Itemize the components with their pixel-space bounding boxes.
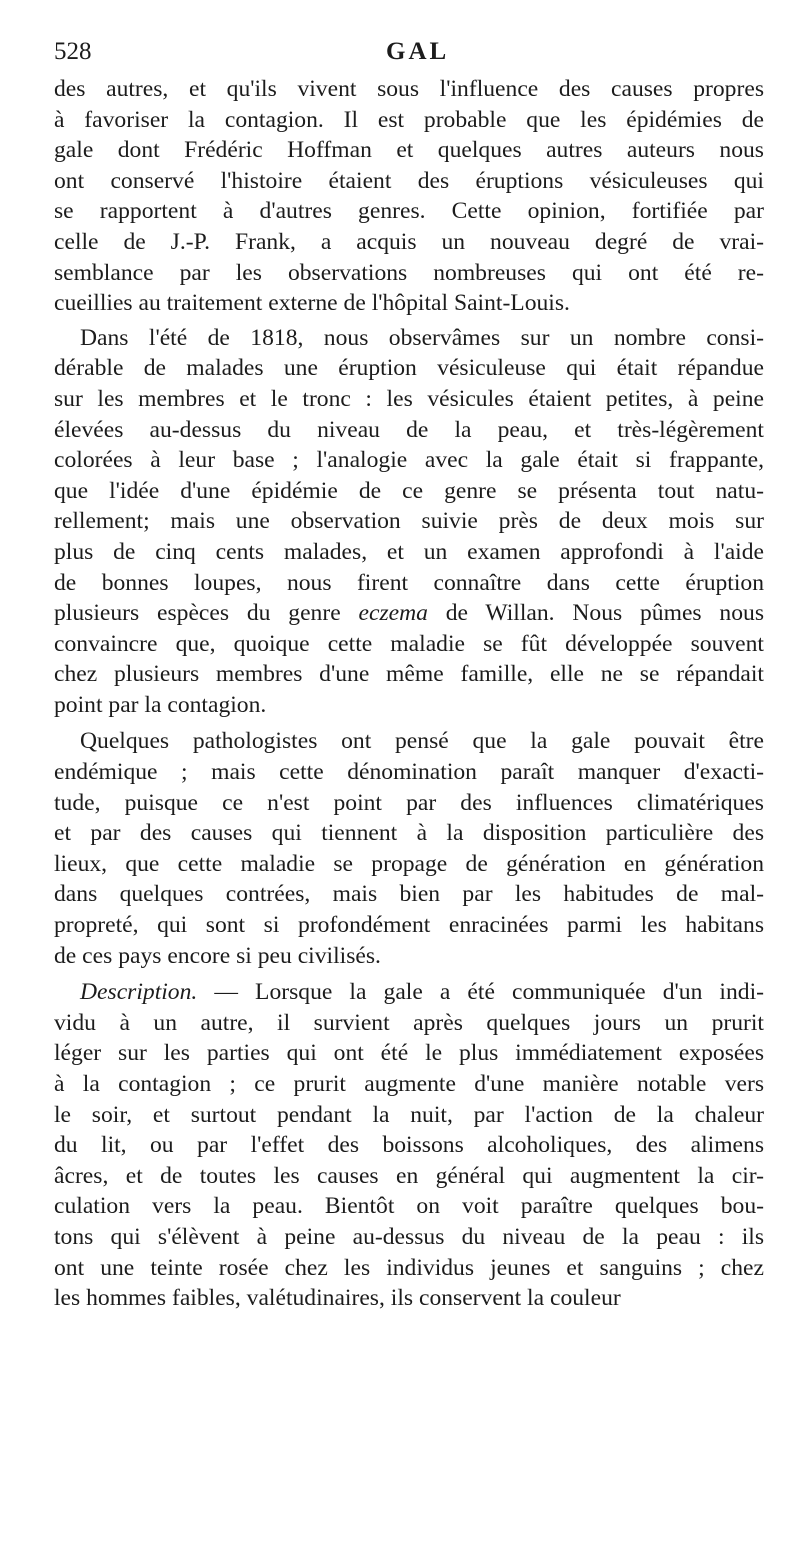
text-line: ont une teinte rosée chez les individus jeunes et sanguins ; chez — [54, 1254, 764, 1281]
text-line: convaincre que, quoique cette maladie se fût développée souvent — [54, 630, 764, 657]
text-line: Dans l'été de 1818, nous observâmes sur un nombre consi- — [80, 324, 764, 351]
text-line: le soir, et surtout pendant la nuit, par l'action de la chaleur — [54, 1101, 764, 1128]
text-line: les hommes faibles, valétudinaires, ils conservent la couleur — [54, 1285, 621, 1312]
text-line: gale dont Frédéric Hoffman et quelques autres auteurs nous — [54, 137, 764, 164]
page-number: 528 — [54, 38, 92, 65]
text-line — [54, 977, 764, 1008]
text-line: dérable de malades une éruption vésiculeuse qui était répandue — [54, 355, 764, 382]
text-line: que l'idée d'une épidémie de ce genre se présenta tout natu- — [54, 477, 764, 504]
body-text — [54, 74, 764, 1314]
text-line: ont conservé l'histoire étaient des éruptions vésiculeuses qui — [54, 167, 764, 194]
text-line: du lit, ou par l'effet des boissons alcoholiques, des alimens — [54, 1132, 764, 1159]
text-line: culation vers la peau. Bientôt on voit paraître quelques bou- — [54, 1193, 764, 1220]
paragraph — [54, 726, 764, 971]
text-line: dans quelques contrées, mais bien par les habitudes de mal- — [54, 881, 764, 908]
text-line: vidu à un autre, il survient après quelques jours un prurit — [54, 1009, 764, 1036]
text-line: plus de cinq cents malades, et un examen approfondi à l'aide — [54, 538, 764, 565]
text-line: endémique ; mais cette dénomination paraît manquer d'exacti- — [54, 759, 764, 786]
text-line: à favoriser la contagion. Il est probable que les épidémies de — [54, 106, 764, 133]
text-line: colorées à leur base ; l'analogie avec la gale était si frappante, — [54, 447, 764, 474]
text-line: à la contagion ; ce prurit augmente d'une manière notable vers — [54, 1071, 764, 1097]
text-line: léger sur les parties qui ont été le plus immédiatement exposées — [54, 1040, 764, 1067]
text-line: et par des causes qui tiennent à la disposition particulière des — [54, 820, 764, 847]
text-line: propreté, qui sont si profondément enracinées parmi les habitans — [54, 912, 764, 939]
paragraph — [54, 74, 764, 319]
italic-term: eczema — [358, 600, 428, 627]
running-head — [54, 34, 764, 70]
text-run: plusieurs espèces du genre — [54, 600, 359, 627]
text-line: semblance par les observations nombreuses qui ont été re- — [54, 259, 764, 286]
text-line: rellement; mais une observation suivie près de deux mois sur — [54, 508, 764, 535]
text-line: de bonnes loupes, nous firent connaître dans cette éruption — [54, 569, 764, 596]
text-line: de ces pays encore si peu civilisés. — [54, 942, 381, 969]
text-line: lieux, que cette maladie se propage de génération en génération — [54, 850, 764, 877]
text-line: point par la contagion. — [54, 691, 267, 718]
text-line: âcres, et de toutes les causes en général qui augmentent la cir- — [54, 1162, 764, 1189]
running-title: GAL — [386, 38, 450, 65]
section-heading: Description. — [80, 979, 198, 1006]
text-line: celle de J.-P. Frank, a acquis un nouveau degré de vrai- — [54, 228, 764, 255]
text-line: tude, puisque ce n'est point par des influences climatériques — [54, 789, 764, 816]
text-line: des autres, et qu'ils vivent sous l'influence des causes propres — [54, 76, 764, 102]
text-line: se rapportent à d'autres genres. Cette opinion, fortifiée par — [54, 198, 764, 225]
paragraph — [54, 977, 764, 1314]
paragraph — [54, 323, 764, 721]
text-line: chez plusieurs membres d'une même famille, elle ne se répandait — [54, 661, 764, 688]
text-run: — Lorsque la gale a été communiquée d'un indi- — [197, 979, 764, 1006]
text-line — [54, 598, 764, 629]
text-run: de Willan. Nous pûmes nous — [427, 600, 764, 627]
text-line: sur les membres et le tronc : les vésicules étaient petites, à peine — [54, 385, 764, 412]
text-line: cueillies au traitement externe de l'hôpital Saint-Louis. — [54, 290, 570, 317]
text-line: tons qui s'élèvent à peine au-dessus du niveau de la peau : ils — [54, 1223, 764, 1250]
text-line: Quelques pathologistes ont pensé que la gale pouvait être — [80, 728, 764, 755]
text-line: élevées au-dessus du niveau de la peau, et très-légèrement — [54, 416, 764, 443]
